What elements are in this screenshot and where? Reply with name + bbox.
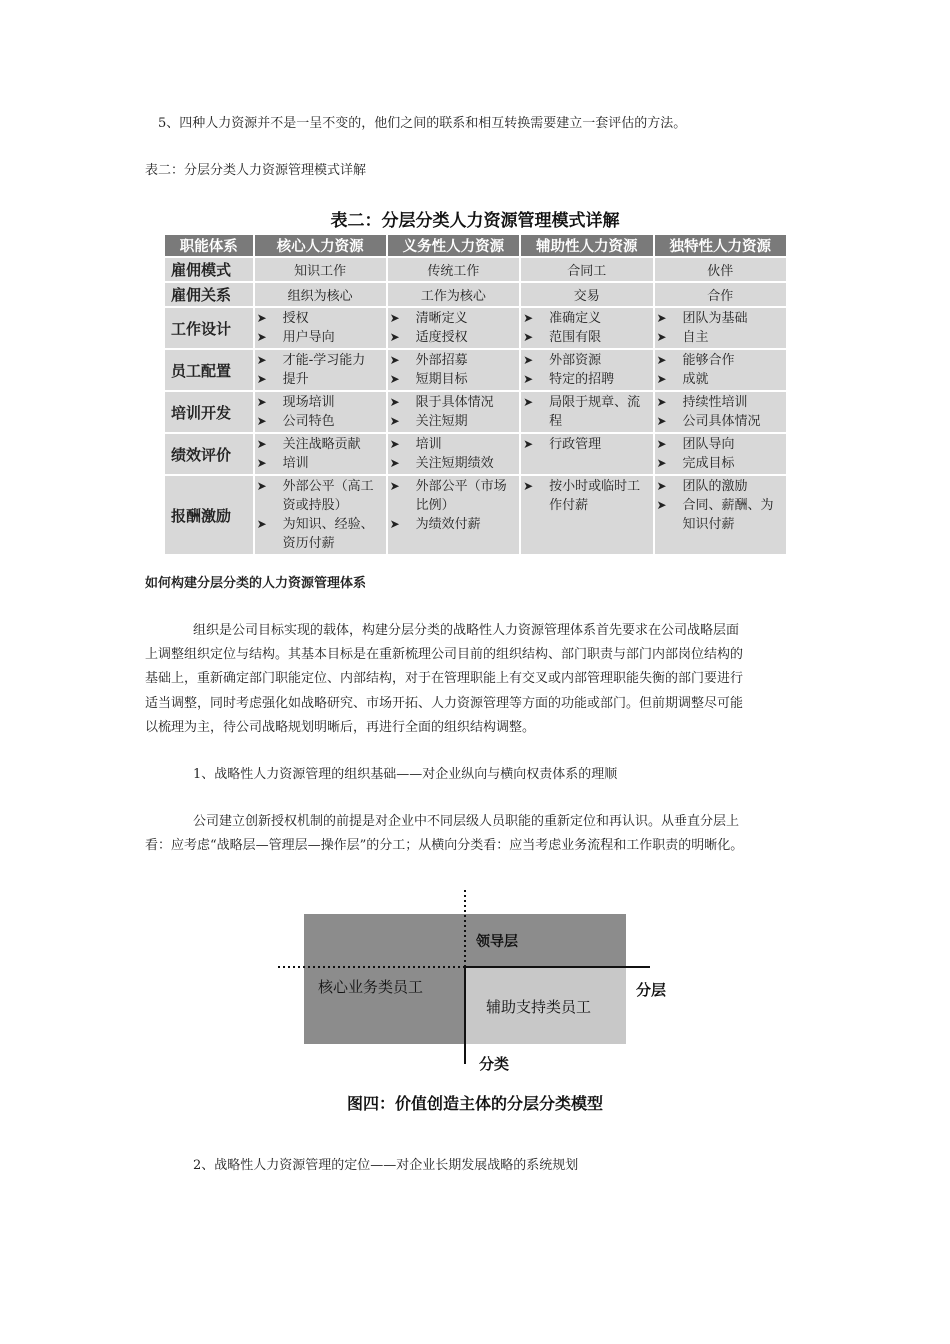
arrow-bullet-icon: ➤ xyxy=(656,414,667,428)
bullet-text: 公司特色 xyxy=(282,414,335,429)
bullet-text: 提升 xyxy=(282,372,309,387)
bullet-text: 用户导向 xyxy=(282,330,335,345)
bullet-text: 关注短期绩效 xyxy=(415,456,494,471)
table-title: 表二：分层分类人力资源管理模式详解 xyxy=(330,211,620,231)
bullet-text: 范围有限 xyxy=(549,330,602,345)
arrow-bullet-icon: ➤ xyxy=(256,437,267,451)
bullet-text: 外部公平（高工资或持股） xyxy=(282,479,374,513)
body-line: 公司建立创新授权机制的前提是对企业中不同层级人员职能的重新定位和再认识。从垂直分层上 xyxy=(193,814,740,829)
arrow-bullet-icon: ➤ xyxy=(389,479,400,493)
bullet-text: 为绩效付薪 xyxy=(415,517,481,532)
bullet-text: 自主 xyxy=(682,330,709,345)
bullet-text: 授权 xyxy=(282,311,309,326)
bullet-text: 关注短期 xyxy=(415,414,468,429)
body-line: 适当调整，同时考虑强化如战略研究、市场开拓、人力资源管理等方面的功能或部门。但前期调整尽可能 xyxy=(145,696,744,711)
arrow-bullet-icon: ➤ xyxy=(256,414,267,428)
arrow-bullet-icon: ➤ xyxy=(656,456,667,470)
table-cell: 合作 xyxy=(655,283,786,306)
bullet-text: 才能-学习能力 xyxy=(282,353,366,368)
arrow-bullet-icon: ➤ xyxy=(256,456,267,470)
table-reference: 表二：分层分类人力资源管理模式详解 xyxy=(145,163,367,178)
bullet-text: 完成目标 xyxy=(682,456,735,471)
bullet-text: 特定的招聘 xyxy=(549,372,615,387)
bullet-text: 成就 xyxy=(682,372,709,387)
list-item-2: 2、战略性人力资源管理的定位——对企业长期发展战略的系统规划 xyxy=(193,1158,579,1173)
arrow-bullet-icon: ➤ xyxy=(656,437,667,451)
arrow-bullet-icon: ➤ xyxy=(523,479,534,493)
arrow-bullet-icon: ➤ xyxy=(656,479,667,493)
arrow-bullet-icon: ➤ xyxy=(389,456,400,470)
bullet-text: 能够合作 xyxy=(682,353,735,368)
bullet-text: 准确定义 xyxy=(549,311,602,326)
bullet-text: 团队的激励 xyxy=(682,479,748,494)
header-cell: 独特性人力资源 xyxy=(655,235,786,256)
bullet-text: 团队为基础 xyxy=(682,311,748,326)
arrow-bullet-icon: ➤ xyxy=(389,353,400,367)
header-cell: 核心人力资源 xyxy=(255,235,386,256)
arrow-bullet-icon: ➤ xyxy=(523,372,534,386)
row-header: 培训开发 xyxy=(165,392,253,432)
arrow-bullet-icon: ➤ xyxy=(523,330,534,344)
diagram-caption: 图四：价值创造主体的分层分类模型 xyxy=(346,1094,603,1113)
arrow-bullet-icon: ➤ xyxy=(523,311,534,325)
bullet-text: 行政管理 xyxy=(549,437,602,452)
paragraph-item-5: 5、四种人力资源并不是一呈不变的，他们之间的联系和相互转换需要建立一套评估的方法。 xyxy=(158,116,687,131)
bullet-text: 现场培训 xyxy=(282,395,335,410)
table-cell: 知识工作 xyxy=(255,258,386,281)
table-cell: 合同工 xyxy=(521,258,652,281)
table-cell: 工作为核心 xyxy=(388,283,519,306)
table-cell: 交易 xyxy=(521,283,652,306)
arrow-bullet-icon: ➤ xyxy=(656,330,667,344)
bullet-text: 外部资源 xyxy=(549,353,602,368)
header-cell: 辅助性人力资源 xyxy=(521,235,652,256)
arrow-bullet-icon: ➤ xyxy=(256,395,267,409)
bullet-text: 培训 xyxy=(415,437,442,452)
list-item-1: 1、战略性人力资源管理的组织基础——对企业纵向与横向权责体系的理顺 xyxy=(193,767,618,782)
bullet-text: 限于具体情况 xyxy=(415,395,494,410)
body-line: 组织是公司目标实现的载体，构建分层分类的战略性人力资源管理体系首先要求在公司战略层面 xyxy=(193,623,740,638)
arrow-bullet-icon: ➤ xyxy=(389,437,400,451)
label-axis-class: 分类 xyxy=(479,1055,510,1073)
arrow-bullet-icon: ➤ xyxy=(389,372,400,386)
header-cell: 职能体系 xyxy=(165,235,253,256)
arrow-bullet-icon: ➤ xyxy=(656,395,667,409)
arrow-bullet-icon: ➤ xyxy=(389,414,400,428)
label-support-staff: 辅助支持类员工 xyxy=(486,998,592,1016)
arrow-bullet-icon: ➤ xyxy=(256,330,267,344)
bullet-text: 局限于规章、流程 xyxy=(549,395,641,429)
body-line: 基础上，重新确定部门职能定位、内部结构，对于在管理职能上有交叉或内部管理职能失衡的部门要进行 xyxy=(145,671,744,686)
row-header: 员工配置 xyxy=(165,350,253,390)
label-leader: 领导层 xyxy=(476,934,518,950)
bullet-text: 关注战略贡献 xyxy=(282,437,361,452)
arrow-bullet-icon: ➤ xyxy=(389,330,400,344)
section-heading: 如何构建分层分类的人力资源管理体系 xyxy=(145,576,367,591)
arrow-bullet-icon: ➤ xyxy=(256,353,267,367)
row-header: 报酬激励 xyxy=(165,476,253,554)
label-core-staff: 核心业务类员工 xyxy=(318,978,424,996)
body-line: 以梳理为主，待公司战略规划明晰后，再进行全面的组织结构调整。 xyxy=(145,720,536,735)
bullet-text: 持续性培训 xyxy=(682,395,748,410)
row-header: 工作设计 xyxy=(165,308,253,348)
bullet-text: 外部招募 xyxy=(415,353,468,368)
bullet-text: 适度授权 xyxy=(415,330,468,345)
arrow-bullet-icon: ➤ xyxy=(656,353,667,367)
bullet-text: 合同、薪酬、为知识付薪 xyxy=(682,498,774,532)
body-line: 看：应考虑“战略层—管理层—操作层”的分工；从横向分类看：应当考虑业务流程和工作职责的明晰化。 xyxy=(145,838,744,853)
table-cell: 组织为核心 xyxy=(255,283,386,306)
arrow-bullet-icon: ➤ xyxy=(256,517,267,531)
arrow-bullet-icon: ➤ xyxy=(656,372,667,386)
bullet-text: 公司具体情况 xyxy=(682,414,761,429)
arrow-bullet-icon: ➤ xyxy=(389,517,400,531)
arrow-bullet-icon: ➤ xyxy=(523,395,534,409)
row-header: 雇佣关系 xyxy=(165,283,253,306)
bullet-text: 按小时或临时工作付薪 xyxy=(549,479,641,513)
bullet-text: 团队导向 xyxy=(682,437,735,452)
bullet-text: 为知识、经验、资历付薪 xyxy=(282,517,374,551)
row-header: 绩效评价 xyxy=(165,434,253,474)
arrow-bullet-icon: ➤ xyxy=(656,311,667,325)
row-header: 雇佣模式 xyxy=(165,258,253,281)
label-axis-layer: 分层 xyxy=(636,981,667,999)
arrow-bullet-icon: ➤ xyxy=(256,311,267,325)
table-cell: 传统工作 xyxy=(388,258,519,281)
body-line: 上调整组织定位与结构。其基本目标是在重新梳理公司目前的组织结构、部门职责与部门内部岗位结构的 xyxy=(145,647,744,662)
arrow-bullet-icon: ➤ xyxy=(256,372,267,386)
bullet-text: 外部公平（市场比例） xyxy=(415,479,507,513)
arrow-bullet-icon: ➤ xyxy=(656,498,667,512)
arrow-bullet-icon: ➤ xyxy=(389,311,400,325)
bullet-text: 清晰定义 xyxy=(415,311,468,326)
arrow-bullet-icon: ➤ xyxy=(523,353,534,367)
arrow-bullet-icon: ➤ xyxy=(256,479,267,493)
table-cell: 伙伴 xyxy=(655,258,786,281)
arrow-bullet-icon: ➤ xyxy=(389,395,400,409)
bullet-text: 短期目标 xyxy=(415,372,468,387)
header-cell: 义务性人力资源 xyxy=(388,235,519,256)
bullet-text: 培训 xyxy=(282,456,309,471)
arrow-bullet-icon: ➤ xyxy=(523,437,534,451)
